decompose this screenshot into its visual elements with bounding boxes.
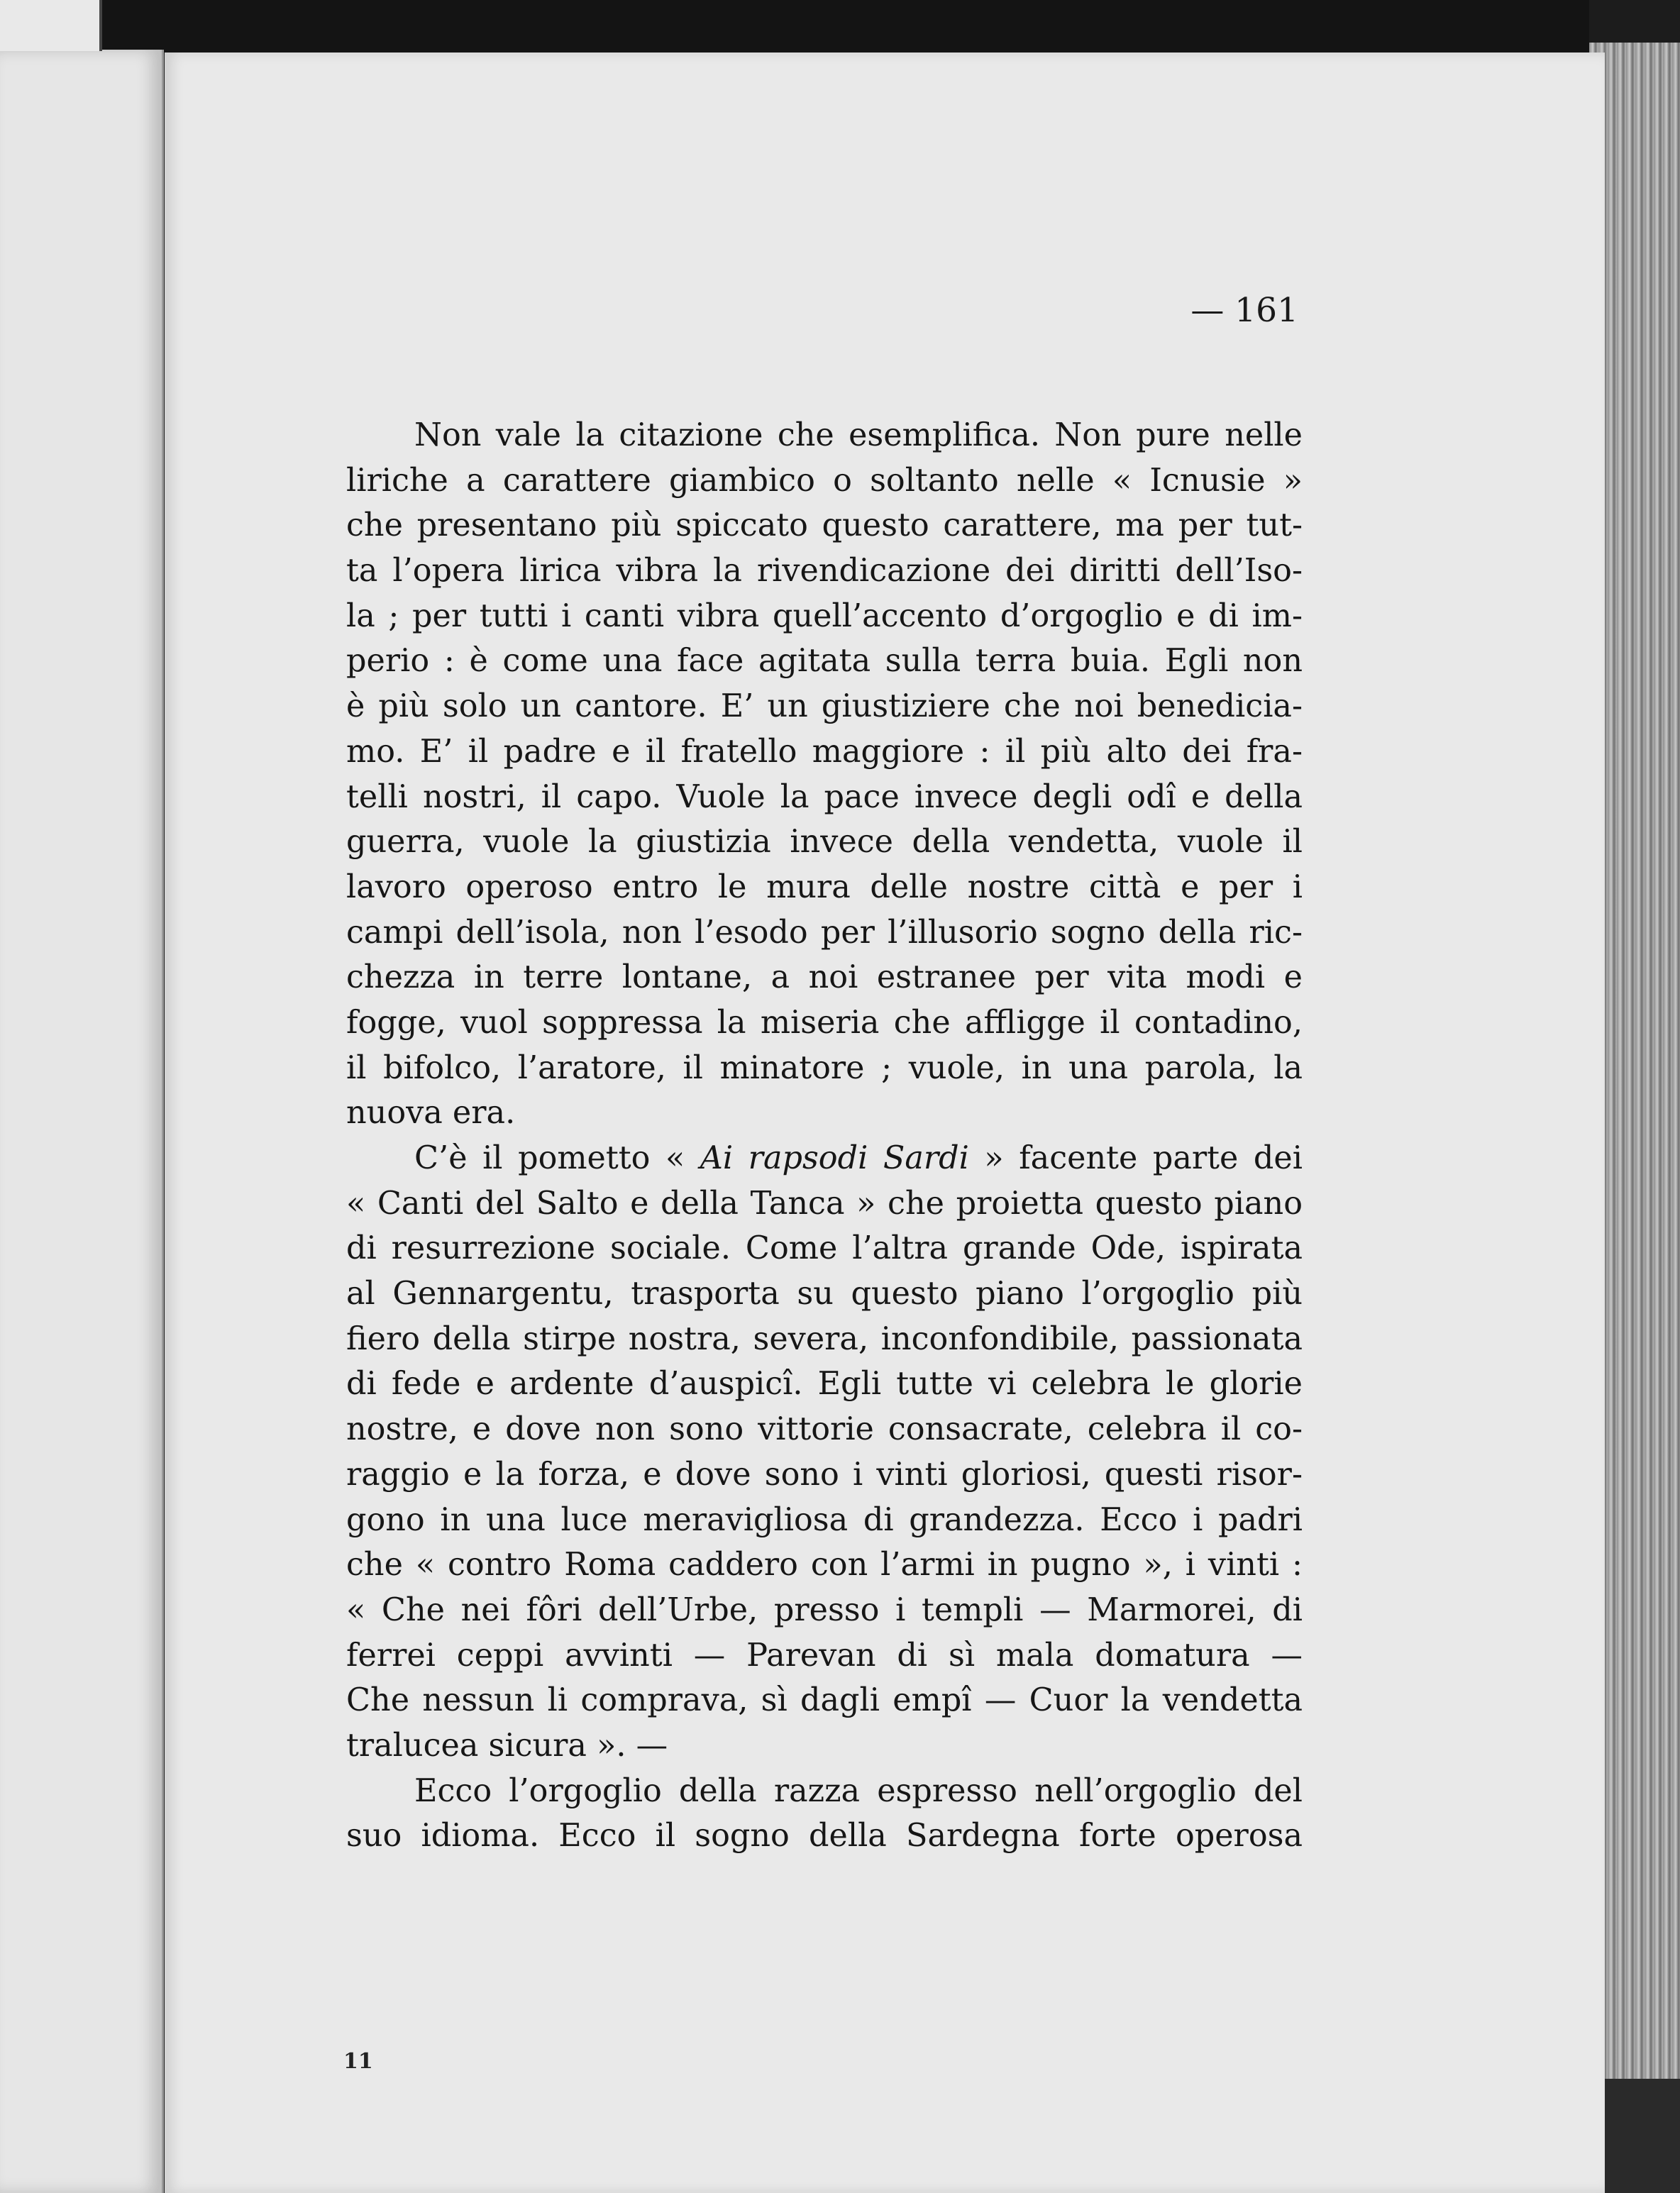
text-line: Ecco l’orgoglio della razza espresso nell’orgoglio del [414, 1772, 1303, 1809]
text-line: campi dell’isola, non l’esodo per l’illusorio sogno della ric- [346, 914, 1303, 951]
text-line: Non vale la citazione che esemplifica. Non pure nelle [414, 417, 1303, 453]
text-line: di resurrezione sociale. Come l’altra grande Ode, ispirata [346, 1230, 1303, 1267]
text-line: di fede e ardente d’auspicî. Egli tutte vi celebra le glorie [346, 1366, 1303, 1403]
text-line: gono in una luce meravigliosa di grandezza. Ecco i padri [346, 1501, 1303, 1538]
text-line: che « contro Roma caddero con l’armi in pugno », i vinti : [346, 1547, 1303, 1584]
text-line: ferrei ceppi avvinti — Parevan di sì mala domatura — [346, 1637, 1303, 1674]
text-line: ta l’opera lirica vibra la rivendicazione dei diritti dell’Iso- [346, 553, 1303, 590]
text-line: è più solo un cantore. E’ un giustiziere che noi benedicia- [346, 688, 1303, 725]
text-line: C’è il pometto « Ai rapsodi Sardi » facente parte dei [414, 1140, 1303, 1176]
text-line: suo idioma. Ecco il sogno della Sardegna forte operosa [346, 1818, 1303, 1855]
text-line: il bifolco, l’aratore, il minatore ; vuole, in una parola, la [346, 1049, 1303, 1086]
text-line: guerra, vuole la giustizia invece della vendetta, vuole il [346, 824, 1303, 861]
text-line: telli nostri, il capo. Vuole la pace invece degli odî e della [346, 778, 1303, 815]
text-line: lavoro operoso entro le mura delle nostre città e per i [346, 868, 1303, 905]
text-line: perio : è come una face agitata sulla terra buia. Egli non [346, 643, 1303, 680]
text-line: che presentano più spiccato questo carattere, ma per tut- [346, 507, 1303, 544]
text-line: mo. E’ il padre e il fratello maggiore : il più alto dei fra- [346, 733, 1303, 770]
left-page-edge [0, 50, 164, 2193]
text-line: nuova era. [346, 1095, 516, 1132]
poem-title: Ai rapsodi Sardi [700, 1140, 969, 1176]
text-line: la ; per tutti i canti vibra quell’accento d’orgoglio e di im- [346, 597, 1303, 634]
text-line: liriche a carattere giambico o soltanto nelle « Icnusie » [346, 462, 1303, 499]
text-line: chezza in terre lontane, a noi estranee per vita modi e [346, 959, 1303, 996]
text-line: « Canti del Salto e della Tanca » che proietta questo piano [346, 1185, 1303, 1222]
signature-mark: 11 [343, 2049, 373, 2074]
page-number: — 161 [1190, 291, 1298, 330]
body-text [346, 413, 1303, 1859]
text-line: fogge, vuol soppressa la miseria che affligge il contadino, [346, 1004, 1303, 1041]
book-top-edge [99, 0, 1589, 55]
left-page-corner [0, 0, 102, 51]
text-line: Che nessun li comprava, sì dagli empî — Cuor la vendetta [346, 1682, 1303, 1719]
text-line: nostre, e dove non sono vittorie consacrate, celebra il co- [346, 1411, 1303, 1448]
text-line: al Gennargentu, trasporta su questo piano l’orgoglio più [346, 1276, 1303, 1313]
text-line: fiero della stirpe nostra, severa, inconfondibile, passionata [346, 1320, 1303, 1357]
text-line: raggio e la forza, e dove sono i vinti gloriosi, questi risor- [346, 1456, 1303, 1493]
page-stack-shadow [1605, 2079, 1680, 2193]
text-line: « Che nei fôri dell’Urbe, presso i templi — Marmorei, di [346, 1591, 1303, 1628]
text-line: tralucea sicura ». — [346, 1727, 668, 1764]
